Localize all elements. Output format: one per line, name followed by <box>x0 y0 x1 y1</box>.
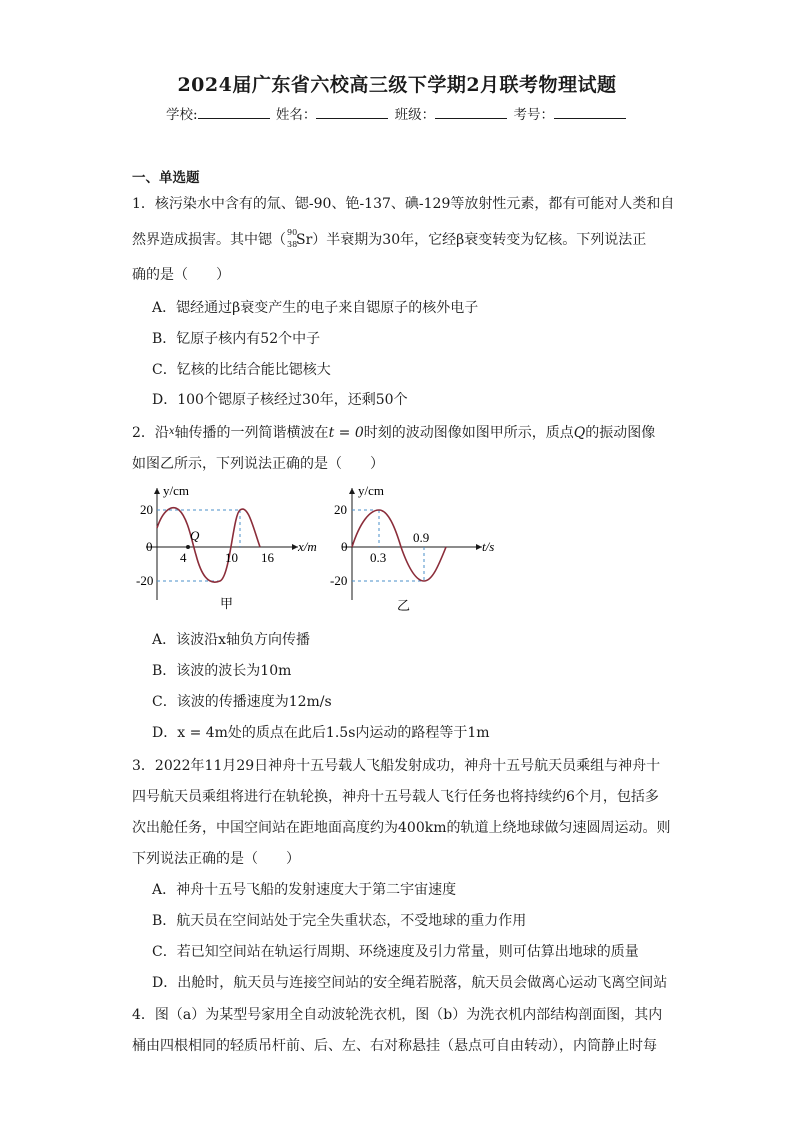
t-axis-label: t/s <box>482 539 495 554</box>
q2-line-1: 2．沿$^x$轴传播的一列简谐横波在t = 0时刻的波动图像如图甲所示，质点Q的振动图像 <box>132 425 656 441</box>
atomic-number: 38 <box>287 240 298 249</box>
school-label: 学校: <box>166 107 198 123</box>
q1-line-2: 然界造成损害。其中锶（ 90 38 Sr）半衰期为30年，它经β衰变转变为钇核。下列说法正 <box>132 228 647 249</box>
q2-option-a[interactable]: A．该波沿x轴负方向传播 <box>152 632 311 648</box>
wave-figure-jia <box>130 482 330 617</box>
name-blank[interactable] <box>316 105 388 119</box>
point-q-label: Q <box>190 528 200 543</box>
q3-line-3: 次出舱任务，中国空间站在距地面高度约为400km的轨道上绕地球做匀速圆周运动。则 <box>132 820 671 836</box>
y-tick-neg20: -20 <box>330 573 348 588</box>
q2-line-2: 如图乙所示，下列说法正确的是（ ） <box>132 456 384 472</box>
wave-curve <box>157 508 260 582</box>
element-symbol: Sr <box>296 232 313 248</box>
y-axis-label: y/cm <box>358 483 384 498</box>
q1-line-3: 确的是（ ） <box>132 267 230 283</box>
t-tick-09: 0.9 <box>413 530 430 545</box>
page-title: 2024届广东省六校高三级下学期2月联考物理试题 <box>177 74 617 96</box>
q3-option-b[interactable]: B．航天员在空间站处于完全失重状态，不受地球的重力作用 <box>152 913 527 929</box>
q1-option-c[interactable]: C．钇核的比结合能比锶核大 <box>152 362 331 378</box>
q3-option-a[interactable]: A．神舟十五号飞船的发射速度大于第二宇宙速度 <box>152 882 457 898</box>
y-tick-20: 20 <box>140 502 153 517</box>
q4-line-1: 4．图（a）为某型号家用全自动波轮洗衣机，图（b）为洗衣机内部结构剖面图，其内 <box>132 1007 663 1023</box>
t-tick-03: 0.3 <box>370 550 387 565</box>
figure-caption-jia: 甲 <box>220 596 234 611</box>
exam-number-label: 考号： <box>513 107 554 123</box>
y-tick-0: 0 <box>341 539 348 554</box>
q3-line-2: 四号航天员乘组将进行在轨轮换，神舟十五号载人飞行任务也将持续约6个月，包括多 <box>132 789 659 805</box>
q3-line-4: 下列说法正确的是（ ） <box>132 851 300 867</box>
mass-number: 90 <box>287 228 298 237</box>
q2-option-c[interactable]: C．该波的传播速度为12m/s <box>152 694 332 710</box>
figure-caption-yi: 乙 <box>397 598 411 613</box>
q1-option-b[interactable]: B．钇原子核内有52个中子 <box>152 331 321 347</box>
x-tick-16: 16 <box>261 550 274 565</box>
x-tick-4: 4 <box>180 550 187 565</box>
x-axis-label: x/m <box>298 539 317 554</box>
q3-option-d[interactable]: D．出舱时，航天员与连接空间站的安全绳若脱落，航天员会做离心运动飞离空间站 <box>152 975 668 991</box>
vibration-figure-yi <box>320 482 510 617</box>
y-tick-0: 0 <box>146 539 153 554</box>
strontium-nuclide <box>286 228 298 249</box>
class-blank[interactable] <box>435 105 507 119</box>
q2-option-b[interactable]: B．该波的波长为10m <box>152 663 292 679</box>
q1-line-1: 1．核污染水中含有的氚、锶-90、铯-137、碘-129等放射性元素，都有可能对人类和自 <box>132 196 675 212</box>
point-q <box>186 545 190 549</box>
student-info-row <box>0 103 794 123</box>
q3-option-c[interactable]: C．若已知空间站在轨运行周期、环绕速度及引力常量，则可估算出地球的质量 <box>152 944 639 960</box>
exam-number-blank[interactable] <box>554 105 626 119</box>
x-tick-10: 10 <box>225 550 238 565</box>
name-label: 姓名： <box>275 107 317 123</box>
section-heading: 一、单选题 <box>132 170 200 186</box>
q1-option-d[interactable]: D．100个锶原子核经过30年，还剩50个 <box>152 392 408 408</box>
class-label: 班级： <box>394 107 436 123</box>
q3-line-1: 3．2022年11月29日神舟十五号载人飞船发射成功，神舟十五号航天员乘组与神舟十 <box>132 758 661 774</box>
vibration-curve <box>352 510 446 581</box>
q4-line-2: 桶由四根相同的轻质吊杆前、后、左、右对称悬挂（悬点可自由转动），内筒静止时每 <box>132 1038 657 1054</box>
y-axis-label: y/cm <box>163 483 189 498</box>
school-blank[interactable] <box>198 105 270 119</box>
q2-option-d[interactable]: D．x = 4m处的质点在此后1.5s内运动的路程等于1m <box>152 725 490 741</box>
y-tick-20: 20 <box>334 502 347 517</box>
y-tick-neg20: -20 <box>136 573 154 588</box>
q1-option-a[interactable]: A．锶经通过β衰变产生的电子来自锶原子的核外电子 <box>152 300 479 316</box>
